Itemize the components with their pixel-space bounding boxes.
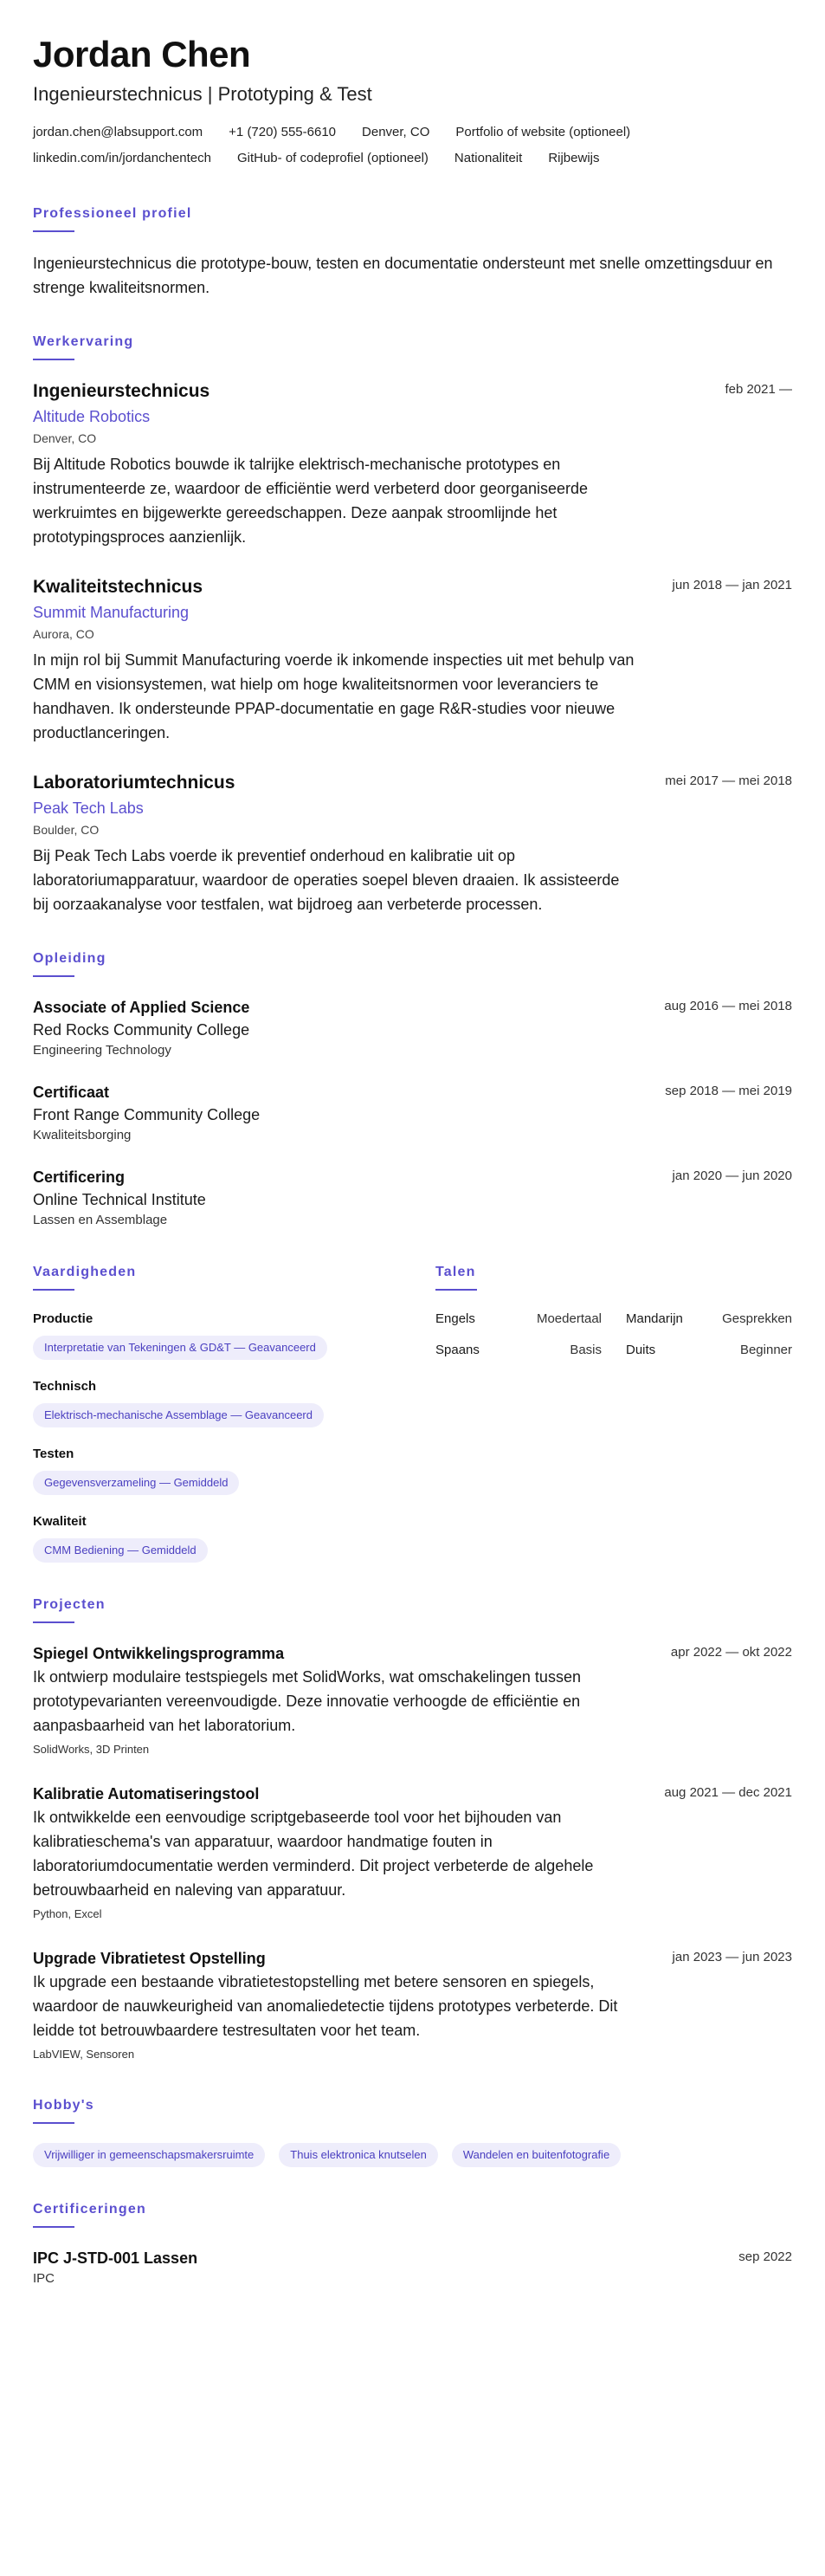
education-entry [33,1166,792,1230]
section-divider [33,1621,74,1623]
education-degree: Certificering [33,1168,126,1186]
language-list [435,1310,792,1372]
hobby-chip: Wandelen en buitenfotografie [452,2143,621,2167]
hobby-list [33,2143,792,2167]
language-name: Spaans [435,1343,480,1357]
job-description: Bij Peak Tech Labs voerde ik preventief onderhoud en kalibratie uit op laboratoriumapparatuur, waardoor de operaties soepel bleven draaien. Ik assisteerde bij oorzaakanalyse voor testfalen, wat bijdroeg aan verbeterde processen. [33,847,620,913]
project-tech: LabVIEW, Sensoren [33,2048,135,2061]
company-name: Altitude Robotics [33,408,151,425]
certification-name: IPC J-STD-001 Lassen [33,2249,198,2267]
skill-group [33,1377,435,1427]
experience-entry [33,771,792,916]
section-title: Professioneel profiel [33,206,192,221]
section-divider [33,2226,74,2228]
skills-languages-row [33,1263,792,1563]
job-title: Kwaliteitstechnicus [33,577,203,597]
section-title: Hobby's [33,2098,94,2113]
skill-category: Testen [33,1447,74,1461]
education-field: Engineering Technology [33,1043,171,1058]
skill-category: Technisch [33,1379,97,1394]
profile-section [33,204,792,300]
project-entry [33,1783,792,1923]
contact-drivers-license: Rijbewijs [548,151,600,165]
section-divider [33,359,74,360]
education-entry [33,996,792,1060]
certification-date: sep 2022 [738,2249,792,2264]
section-title: Certificeringen [33,2202,146,2217]
contact-email[interactable]: jordan.chen@labsupport.com [33,125,203,139]
contact-location: Denver, CO [362,125,430,139]
language-name: Duits [626,1343,656,1357]
projects-section [33,1595,792,2063]
section-divider [435,1289,477,1291]
company-name: Peak Tech Labs [33,799,144,817]
skill-chip: Interpretatie van Tekeningen & GD&T — Geavanceerd [33,1336,327,1360]
language-item [614,1341,792,1360]
hobby-chip: Thuis elektronica knutselen [279,2143,438,2167]
experience-dates: mei 2017 — mei 2018 [665,773,792,788]
candidate-name: Jordan Chen [33,34,251,74]
project-name: Upgrade Vibratietest Opstelling [33,1950,266,1967]
education-school: Red Rocks Community College [33,1021,250,1039]
language-level: Gesprekken [722,1311,792,1326]
project-description: Ik ontwikkelde een eenvoudige scriptgebaseerde tool voor het bijhouden van kalibratieschema's van apparatuur, waardoor handmatige fouten in laboratoriumdocumentatie werden verminderd. Dit project verbeterde de algehele betrouwbaarheid en naleving van apparatuur. [33,1809,594,1899]
job-description: In mijn rol bij Summit Manufacturing voerde ik inkomende inspecties uit met behulp van CMM en visionsystemen, wat hielp om hoge kwaliteitsnormen voor leveranciers te handhaven. Ik ondersteunde PPAP-documentatie en gage R&R-studies voor nieuwe productlanceringen. [33,651,635,741]
skill-group [33,1445,435,1495]
education-field: Kwaliteitsborging [33,1128,132,1142]
education-dates: jan 2020 — jun 2020 [672,1168,792,1183]
project-name: Kalibratie Automatiseringstool [33,1785,260,1803]
experience-entry [33,575,792,745]
contact-phone[interactable]: +1 (720) 555-6610 [229,125,337,139]
job-description: Bij Altitude Robotics bouwde ik talrijke elektrisch-mechanische prototypes en instrumenteerde ze, waardoor de efficiëntie werd verbeterd door georganiseerde werkruimtes en bijgewerkte gereedschappen. Deze aanpak stroomlijnde het prototypingsproces aanzienlijk. [33,456,589,546]
project-dates: apr 2022 — okt 2022 [670,1645,792,1660]
hobby-chip: Vrijwilliger in gemeenschapsmakersruimte [33,2143,265,2167]
contact-linkedin[interactable]: linkedin.com/in/jordanchentech [33,151,211,165]
section-title: Talen [435,1265,476,1279]
education-school: Online Technical Institute [33,1191,206,1208]
education-section [33,949,792,1230]
language-item [435,1310,614,1329]
experience-entry [33,379,792,549]
project-entry [33,1642,792,1758]
section-title: Opleiding [33,951,106,966]
candidate-headline: Ingenieurstechnicus | Prototyping & Test [33,83,372,105]
education-entry [33,1081,792,1145]
certification-issuer: IPC [33,2271,55,2286]
skill-chip: Elektrisch-mechanische Assemblage — Geavanceerd [33,1403,324,1427]
experience-dates: jun 2018 — jan 2021 [672,578,792,592]
experience-section [33,333,792,916]
education-dates: sep 2018 — mei 2019 [665,1084,792,1098]
section-divider [33,230,74,232]
language-level: Beginner [739,1343,792,1357]
education-degree: Associate of Applied Science [33,999,250,1016]
project-tech: SolidWorks, 3D Printen [33,1743,150,1756]
education-field: Lassen en Assemblage [33,1213,168,1227]
skill-category: Productie [33,1311,93,1326]
section-title: Projecten [33,1597,106,1612]
skill-group [33,1310,435,1360]
experience-dates: feb 2021 — [725,382,792,397]
section-divider [33,975,74,977]
job-location: Aurora, CO [33,627,94,641]
language-level: Basis [570,1343,602,1357]
contact-nationality: Nationaliteit [454,151,523,165]
hobbies-section [33,2096,792,2167]
job-title: Ingenieurstechnicus [33,381,210,401]
section-divider [33,1289,74,1291]
project-description: Ik ontwierp modulaire testspiegels met SolidWorks, wat omschakelingen tussen prototypevarianten vereenvoudigde. Deze innovatie verhoogde de efficiëntie en aanpasbaarheid van het laboratorium. [33,1668,581,1734]
section-title: Vaardigheden [33,1265,137,1279]
skill-category: Kwaliteit [33,1514,87,1529]
language-item [435,1341,614,1360]
section-divider [33,2122,74,2124]
contact-list [33,120,795,172]
job-location: Denver, CO [33,431,97,445]
section-title: Werkervaring [33,334,134,349]
education-degree: Certificaat [33,1084,110,1101]
project-entry [33,1947,792,2063]
skill-group [33,1512,435,1563]
company-name: Summit Manufacturing [33,604,190,621]
job-title: Laboratoriumtechnicus [33,773,235,793]
language-name: Engels [435,1311,475,1326]
resume-header [33,33,792,172]
skill-chip: CMM Bediening — Gemiddeld [33,1538,208,1563]
project-name: Spiegel Ontwikkelingsprogramma [33,1645,285,1662]
contact-github[interactable]: GitHub- of codeprofiel (optioneel) [236,151,429,165]
language-name: Mandarijn [626,1311,683,1326]
skills-section [33,1263,435,1563]
certification-entry [33,2247,792,2288]
language-level: Moedertaal [536,1311,602,1326]
education-dates: aug 2016 — mei 2018 [664,999,792,1013]
project-dates: aug 2021 — dec 2021 [664,1785,792,1800]
certifications-section [33,2200,792,2288]
project-tech: Python, Excel [33,1907,102,1920]
languages-section [435,1263,792,1563]
language-item [614,1310,792,1329]
project-dates: jan 2023 — jun 2023 [672,1950,792,1964]
education-school: Front Range Community College [33,1106,261,1123]
profile-summary: Ingenieurstechnicus die prototype-bouw, testen en documentatie ondersteunt met snelle omzettingsduur en strenge kwaliteitsnormen. [33,255,773,296]
contact-portfolio[interactable]: Portfolio of website (optioneel) [455,125,631,139]
skill-chip: Gegevensverzameling — Gemiddeld [33,1471,239,1495]
project-description: Ik upgrade een bestaande vibratietestopstelling met betere sensoren en spiegels, waardoor de nauwkeurigheid van anomaliedetectie tijdens prototypes verbeterde. Dit leidde tot betrouwbaardere testresultaten voor het team. [33,1973,618,2039]
job-location: Boulder, CO [33,823,100,837]
